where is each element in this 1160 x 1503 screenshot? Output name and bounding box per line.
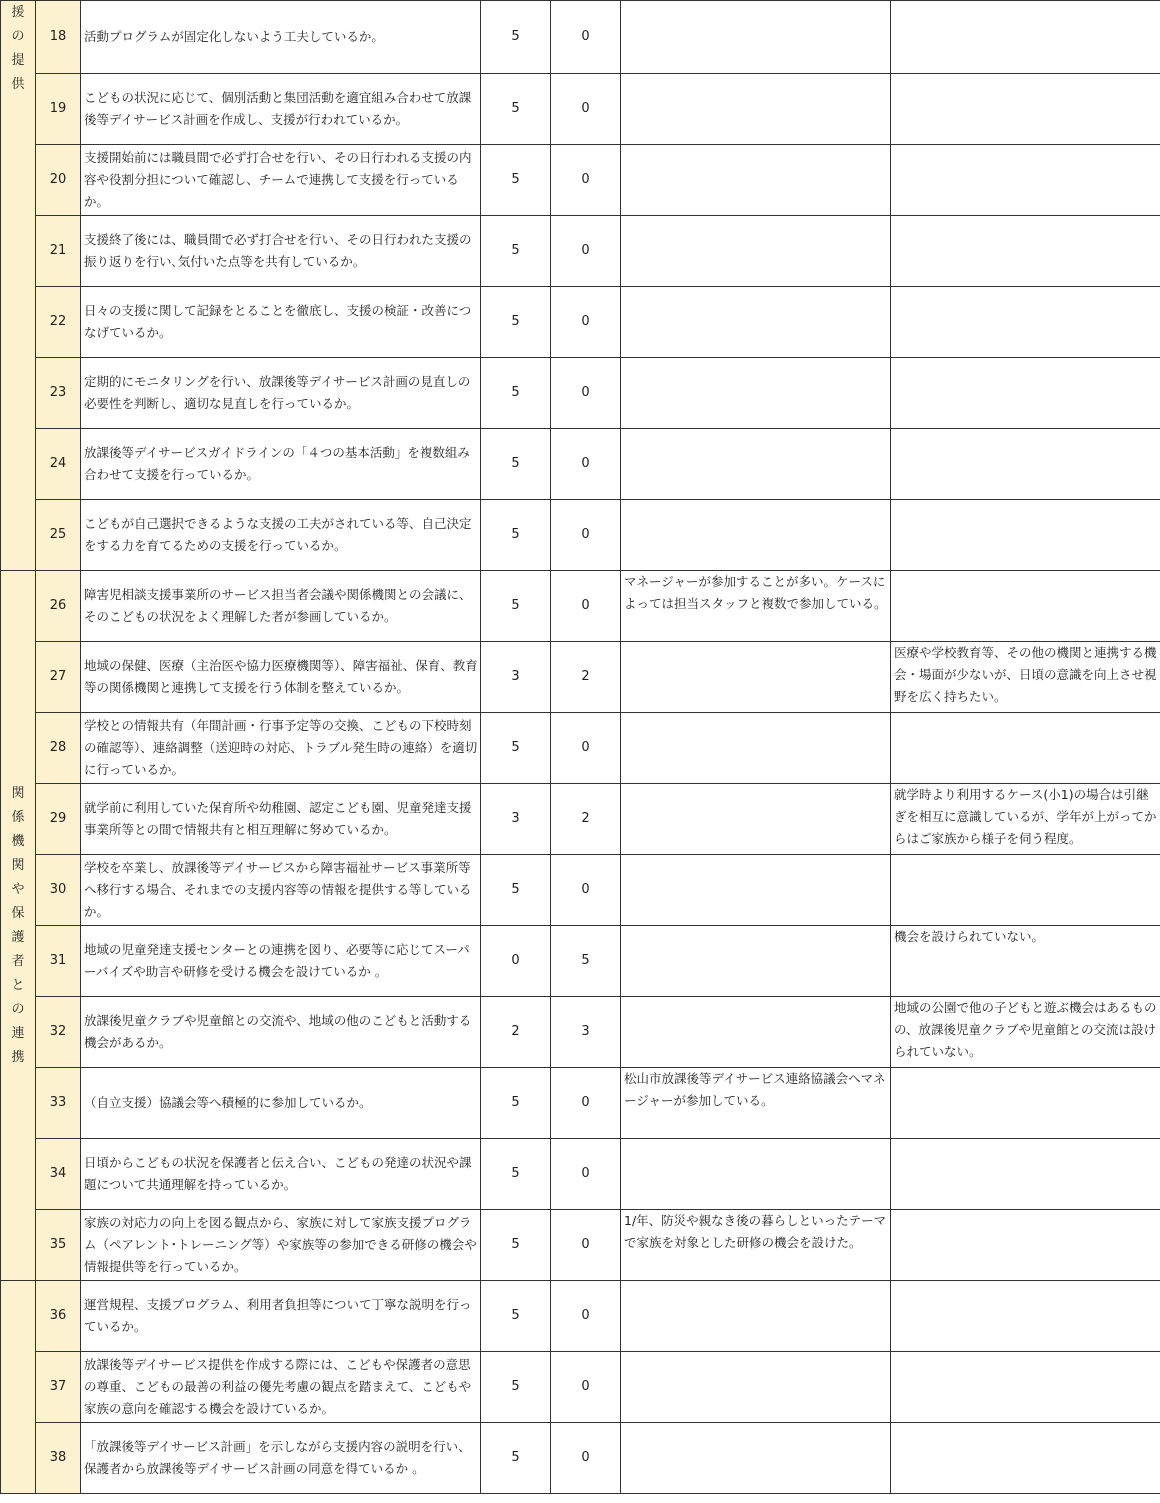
current-state-comment — [621, 642, 891, 713]
current-state-comment — [621, 500, 891, 571]
item-number: 19 — [36, 74, 81, 145]
improvement-comment — [891, 713, 1160, 784]
yes-count: 5 — [481, 1352, 551, 1423]
yes-count: 3 — [481, 642, 551, 713]
question-text: 日々の支援に関して記録をとることを徹底し、支援の検証・改善につなげているか。 — [81, 287, 481, 358]
question-text: 放課後児童クラブや児童館との交流や、地域の他のこどもと活動する機会があるか。 — [81, 997, 481, 1068]
current-state-comment — [621, 429, 891, 500]
yes-count: 0 — [481, 926, 551, 997]
question-text: 定期的にモニタリングを行い、放課後等デイサービス計画の見直しの必要性を判断し、適切な見直しを行っているか。 — [81, 358, 481, 429]
yes-count: 5 — [481, 145, 551, 216]
current-state-comment — [621, 1281, 891, 1352]
category-char: 携 — [11, 1049, 25, 1065]
category-char: 供 — [11, 77, 25, 92]
no-count: 0 — [551, 287, 621, 358]
improvement-comment — [891, 500, 1160, 571]
category-char: 者 — [11, 953, 25, 969]
question-text: 活動プログラムが固定化しないよう工夫しているか。 — [81, 1, 481, 74]
item-number: 28 — [36, 713, 81, 784]
current-state-comment — [621, 216, 891, 287]
question-text: こどもが自己選択できるような支援の工夫がされている等、自己決定をする力を育てるための支援を行っているか。 — [81, 500, 481, 571]
current-state-comment: 松山市放課後等デイサービス連絡協議会へマネージャーが参加している。 — [621, 1068, 891, 1139]
table-row — [1, 1, 1160, 74]
current-state-comment — [621, 1352, 891, 1423]
no-count: 0 — [551, 1, 621, 74]
improvement-comment — [891, 571, 1160, 642]
improvement-comment — [891, 1, 1160, 74]
question-text: 家族の対応力の向上を図る観点から、家族に対して家族支援プログラム（ペアレント･トレーニング等）や家族等の参加できる研修の機会や情報提供等を行っているか。 — [81, 1210, 481, 1281]
item-number: 25 — [36, 500, 81, 571]
no-count: 0 — [551, 1352, 621, 1423]
question-text: 支援終了後には、職員間で必ず打合せを行い、その日行われた支援の振り返りを行い､気付いた点等を共有しているか。 — [81, 216, 481, 287]
table-row — [1, 1423, 1160, 1494]
yes-count: 2 — [481, 997, 551, 1068]
category-char: 保 — [11, 905, 25, 921]
yes-count: 5 — [481, 571, 551, 642]
item-number: 21 — [36, 216, 81, 287]
no-count: 3 — [551, 997, 621, 1068]
yes-count: 5 — [481, 74, 551, 145]
improvement-comment — [891, 1281, 1160, 1352]
yes-count: 5 — [481, 1423, 551, 1494]
no-count: 0 — [551, 1139, 621, 1210]
table-row — [1, 500, 1160, 571]
item-number: 30 — [36, 855, 81, 926]
item-number: 35 — [36, 1210, 81, 1281]
category-char: 係 — [11, 809, 25, 825]
no-count: 0 — [551, 713, 621, 784]
current-state-comment — [621, 926, 891, 997]
improvement-comment — [891, 358, 1160, 429]
yes-count: 5 — [481, 1210, 551, 1281]
no-count: 0 — [551, 74, 621, 145]
item-number: 27 — [36, 642, 81, 713]
improvement-comment — [891, 429, 1160, 500]
category-char: 関 — [11, 785, 25, 801]
table-row — [1, 642, 1160, 713]
category-explanation — [1, 1281, 36, 1494]
table-row — [1, 358, 1160, 429]
category-char: や — [11, 881, 25, 897]
current-state-comment — [621, 1139, 891, 1210]
yes-count: 5 — [481, 1281, 551, 1352]
no-count: 0 — [551, 1210, 621, 1281]
current-state-comment — [621, 287, 891, 358]
current-state-comment — [621, 997, 891, 1068]
category-liaison — [1, 571, 36, 1281]
improvement-comment — [891, 1210, 1160, 1281]
current-state-comment — [621, 713, 891, 784]
current-state-comment: マネージャーが参加することが多い。ケースによっては担当スタッフと複数で参加している。 — [621, 571, 891, 642]
category-char: 護 — [11, 929, 25, 945]
current-state-comment — [621, 74, 891, 145]
category-char: 関 — [11, 857, 25, 873]
table-row — [1, 287, 1160, 358]
question-text: 支援開始前には職員間で必ず打合せを行い、その日行われる支援の内容や役割分担について確認し、チームで連携して支援を行っているか。 — [81, 145, 481, 216]
yes-count: 5 — [481, 1, 551, 74]
item-number: 36 — [36, 1281, 81, 1352]
question-text: 日頃からこどもの状況を保護者と伝え合い、こどもの発達の状況や課題について共通理解を持っているか。 — [81, 1139, 481, 1210]
table-row — [1, 571, 1160, 642]
table-row — [1, 784, 1160, 855]
improvement-comment: 地域の公園で他の子どもと遊ぶ機会はあるものの、放課後児童クラブや児童館との交流は設けられていない。 — [891, 997, 1160, 1068]
no-count: 2 — [551, 784, 621, 855]
yes-count: 5 — [481, 713, 551, 784]
question-text: 地域の児童発達支援センターとの連携を図り、必要等に応じてスーパーバイズや助言や研修を受ける機会を設けているか 。 — [81, 926, 481, 997]
no-count: 0 — [551, 855, 621, 926]
no-count: 0 — [551, 429, 621, 500]
item-number: 37 — [36, 1352, 81, 1423]
question-text: こどもの状況に応じて、個別活動と集団活動を適宜組み合わせて放課後等デイサービス計画を作成し、支援が行われているか。 — [81, 74, 481, 145]
no-count: 0 — [551, 1068, 621, 1139]
category-support-provision — [1, 1, 36, 571]
no-count: 0 — [551, 216, 621, 287]
question-text: 放課後等デイサービス提供を作成する際には、こどもや保護者の意思の尊重、こどもの最善の利益の優先考慮の観点を踏まえて、こどもや家族の意向を確認する機会を設けているか。 — [81, 1352, 481, 1423]
current-state-comment: 1/年、防災や親なき後の暮らしといったテーマで家族を対象とした研修の機会を設けた。 — [621, 1210, 891, 1281]
current-state-comment — [621, 145, 891, 216]
item-number: 31 — [36, 926, 81, 997]
question-text: 学校との情報共有（年間計画・行事予定等の交換、こどもの下校時刻の確認等）、連絡調整（送迎時の対応、トラブル発生時の連絡）を適切に行っているか。 — [81, 713, 481, 784]
yes-count: 5 — [481, 287, 551, 358]
question-text: （自立支援）協議会等へ積極的に参加しているか。 — [81, 1068, 481, 1139]
no-count: 0 — [551, 500, 621, 571]
no-count: 0 — [551, 145, 621, 216]
yes-count: 5 — [481, 500, 551, 571]
table-row — [1, 74, 1160, 145]
yes-count: 5 — [481, 429, 551, 500]
improvement-comment: 就学時より利用するケース(小1)の場合は引継ぎを相互に意識しているが、学年が上がってからはご家族から様子を伺う程度。 — [891, 784, 1160, 855]
current-state-comment — [621, 784, 891, 855]
improvement-comment — [891, 1068, 1160, 1139]
improvement-comment — [891, 216, 1160, 287]
category-char: の — [11, 29, 25, 44]
category-char: 機 — [11, 833, 25, 849]
category-char: 援 — [11, 5, 25, 20]
question-text: 放課後等デイサービスガイドラインの「４つの基本活動」を複数組み合わせて支援を行っているか。 — [81, 429, 481, 500]
table-row — [1, 997, 1160, 1068]
no-count: 0 — [551, 571, 621, 642]
improvement-comment — [891, 74, 1160, 145]
table-row — [1, 1281, 1160, 1352]
question-text: 就学前に利用していた保育所や幼稚園、認定こども園、児童発達支援事業所等との間で情報共有と相互理解に努めているか。 — [81, 784, 481, 855]
item-number: 32 — [36, 997, 81, 1068]
no-count: 0 — [551, 1423, 621, 1494]
no-count: 5 — [551, 926, 621, 997]
item-number: 18 — [36, 1, 81, 74]
current-state-comment — [621, 1, 891, 74]
table-row — [1, 429, 1160, 500]
question-text: 地域の保健、医療（主治医や協力医療機関等）、障害福祉、保育、教育等の関係機関と連携して支援を行う体制を整えているか。 — [81, 642, 481, 713]
yes-count: 5 — [481, 855, 551, 926]
current-state-comment — [621, 855, 891, 926]
improvement-comment — [891, 287, 1160, 358]
category-char: 提 — [11, 53, 25, 68]
item-number: 29 — [36, 784, 81, 855]
yes-count: 5 — [481, 216, 551, 287]
improvement-comment — [891, 855, 1160, 926]
table-row — [1, 1352, 1160, 1423]
item-number: 24 — [36, 429, 81, 500]
table-row — [1, 855, 1160, 926]
yes-count: 5 — [481, 1139, 551, 1210]
improvement-comment: 医療や学校教育等、その他の機関と連携する機会・場面が少ないが、日頃の意識を向上させ視野を広く持ちたい。 — [891, 642, 1160, 713]
no-count: 0 — [551, 358, 621, 429]
category-char: と — [11, 977, 25, 993]
question-text: 障害児相談支援事業所のサービス担当者会議や関係機関との会議に、そのこどもの状況をよく理解した者が参画しているか。 — [81, 571, 481, 642]
improvement-comment — [891, 1423, 1160, 1494]
table-row — [1, 216, 1160, 287]
improvement-comment — [891, 1352, 1160, 1423]
question-text: 運営規程、支援プログラム、利用者負担等について丁寧な説明を行っているか。 — [81, 1281, 481, 1352]
table-row — [1, 1068, 1160, 1139]
current-state-comment — [621, 358, 891, 429]
item-number: 33 — [36, 1068, 81, 1139]
improvement-comment — [891, 1139, 1160, 1210]
table-row — [1, 926, 1160, 997]
item-number: 22 — [36, 287, 81, 358]
item-number: 38 — [36, 1423, 81, 1494]
table-row — [1, 1139, 1160, 1210]
question-text: 学校を卒業し、放課後等デイサービスから障害福祉サービス事業所等へ移行する場合、それまでの支援内容等の情報を提供する等しているか。 — [81, 855, 481, 926]
current-state-comment — [621, 1423, 891, 1494]
yes-count: 3 — [481, 784, 551, 855]
item-number: 34 — [36, 1139, 81, 1210]
improvement-comment — [891, 145, 1160, 216]
yes-count: 5 — [481, 1068, 551, 1139]
item-number: 23 — [36, 358, 81, 429]
item-number: 20 — [36, 145, 81, 216]
category-char: 連 — [11, 1025, 25, 1041]
improvement-comment: 機会を設けられていない。 — [891, 926, 1160, 997]
table-row — [1, 713, 1160, 784]
category-char: の — [11, 1001, 25, 1017]
item-number: 26 — [36, 571, 81, 642]
table-row — [1, 145, 1160, 216]
yes-count: 5 — [481, 358, 551, 429]
table-row — [1, 1210, 1160, 1281]
no-count: 2 — [551, 642, 621, 713]
no-count: 0 — [551, 1281, 621, 1352]
question-text: 「放課後等デイサービス計画」を示しながら支援内容の説明を行い、保護者から放課後等デイサービス計画の同意を得ているか 。 — [81, 1423, 481, 1494]
